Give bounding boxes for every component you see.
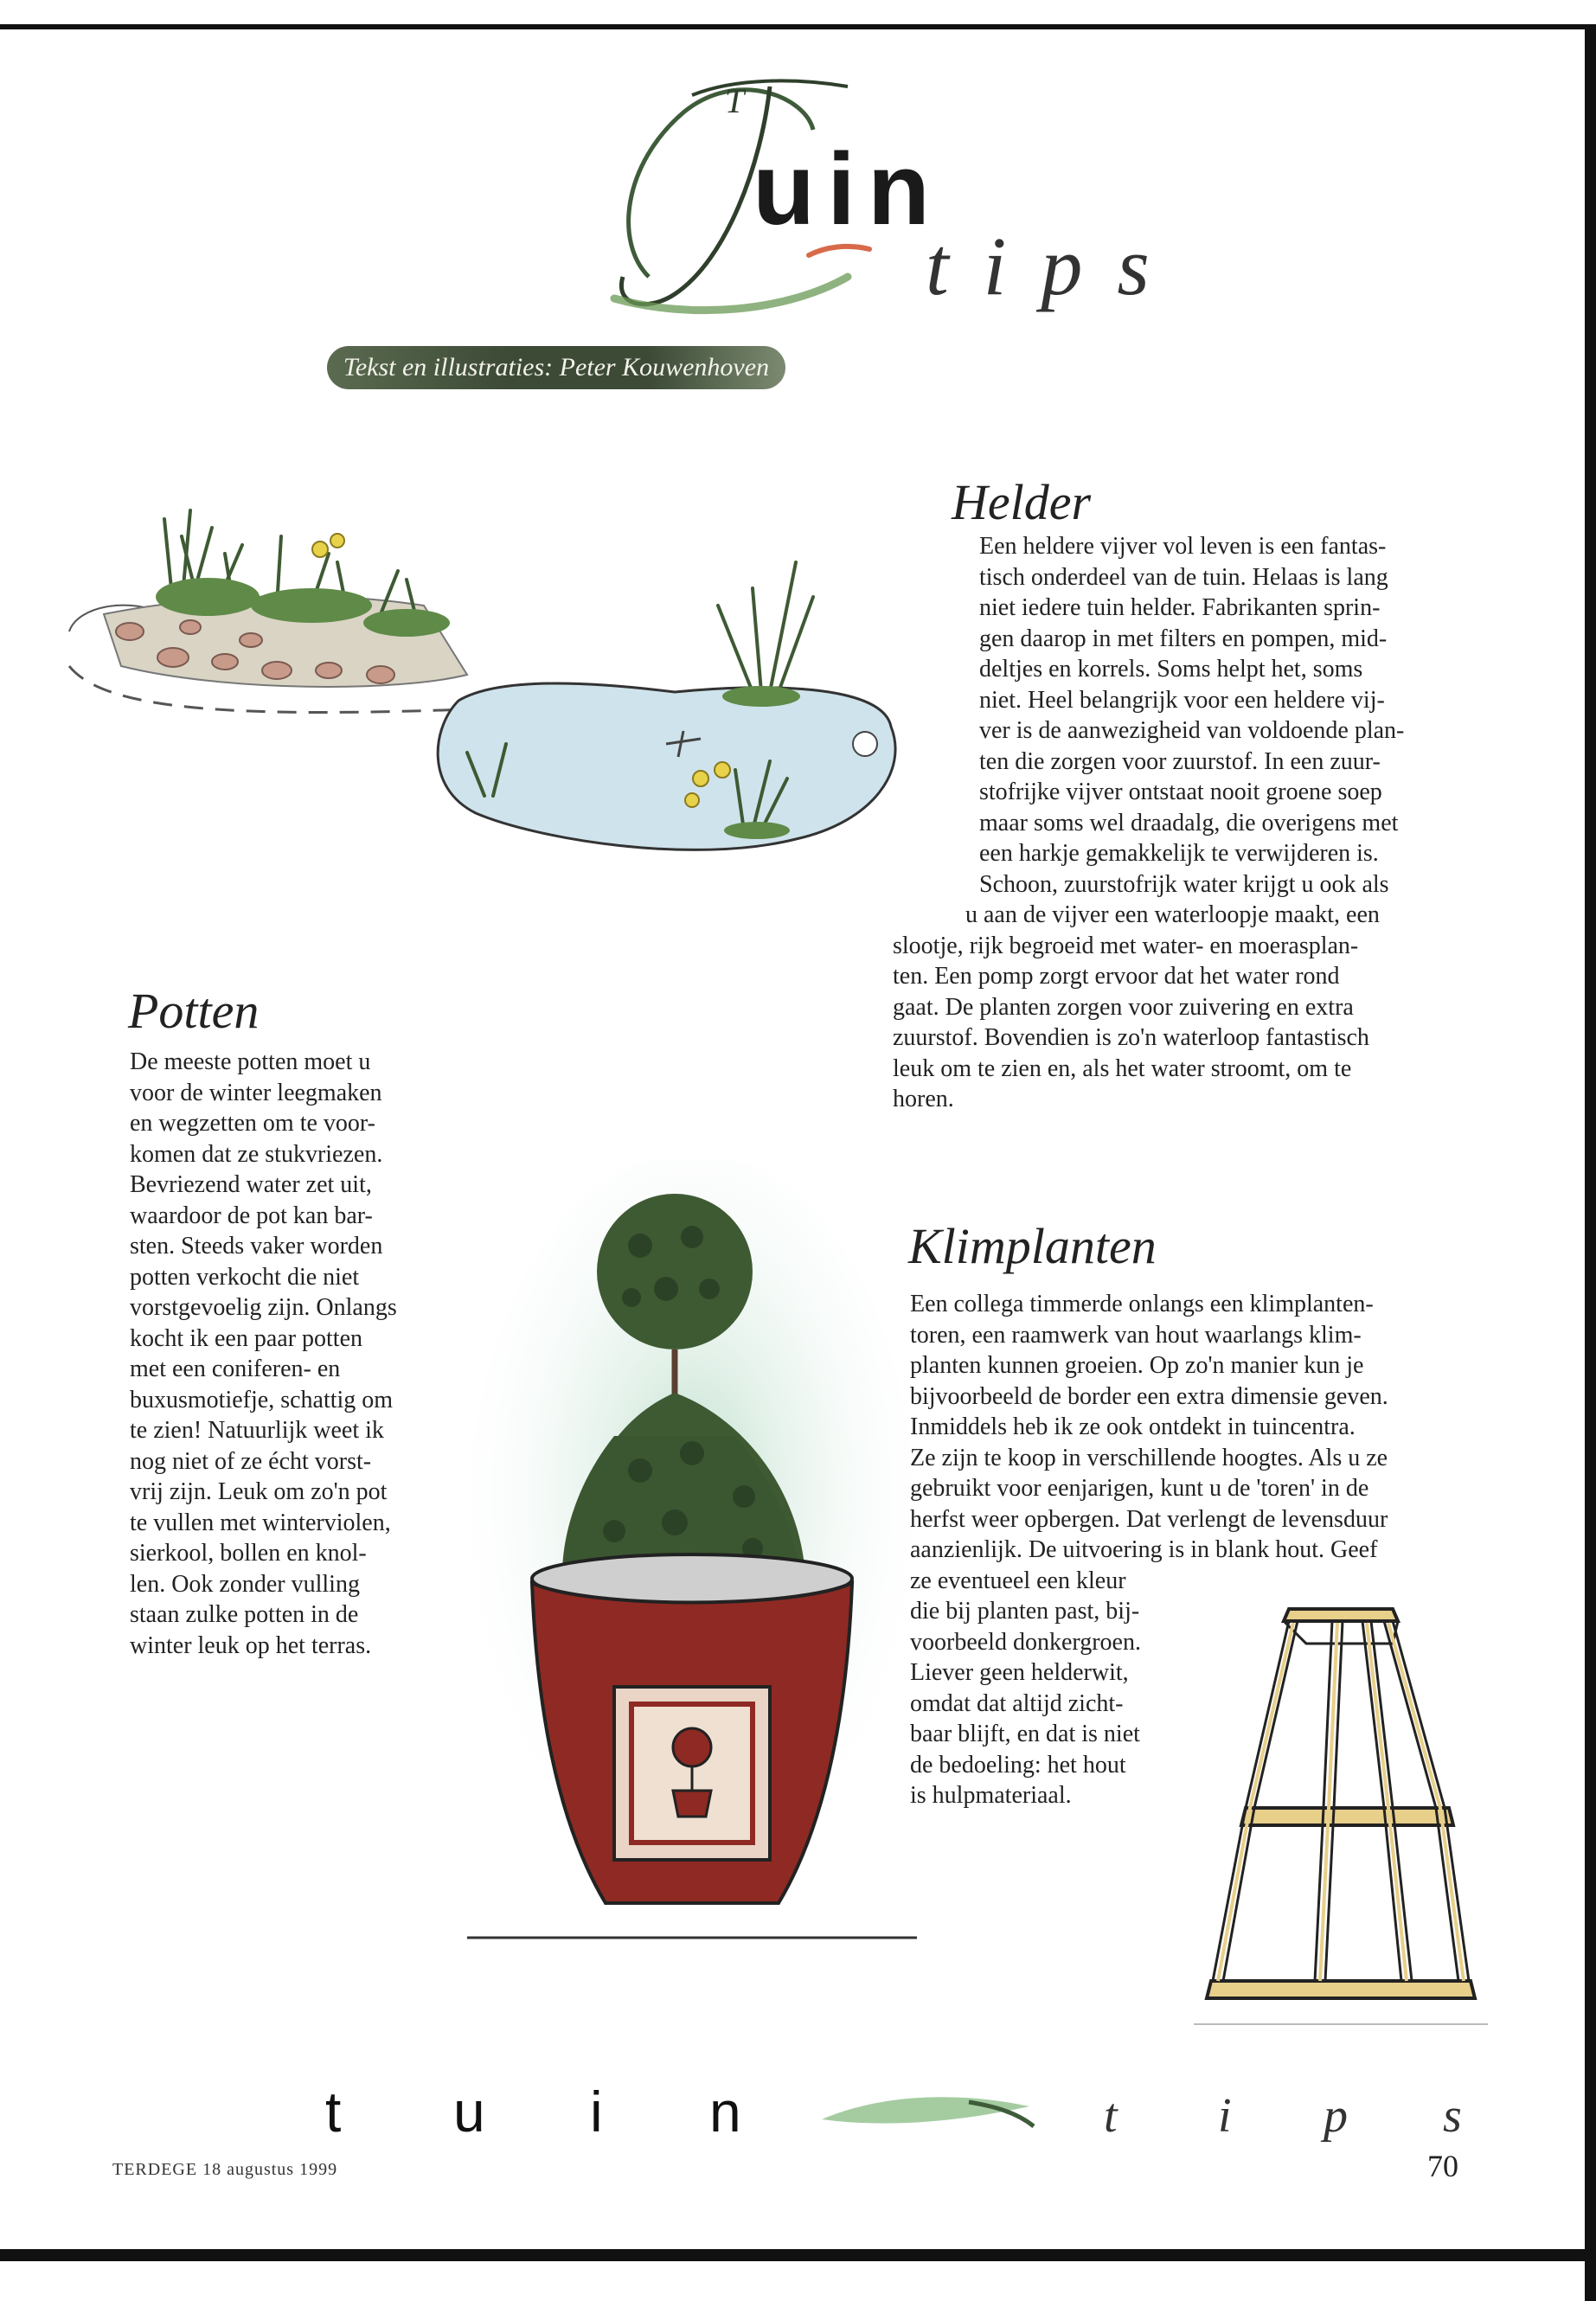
- text-line: komen dat ze stukvriezen.: [130, 1140, 383, 1168]
- text-line: met een coniferen- en: [130, 1356, 341, 1382]
- text-line: voorbeeld donkergroen.: [910, 1628, 1141, 1656]
- text-line: zuurstof. Bovendien is zo'n waterloop fantastisch: [893, 1024, 1369, 1051]
- text-line: Een collega timmerde onlangs een klimplanten-: [910, 1291, 1374, 1317]
- text-line: niet. Heel belangrijk voor een heldere vij-: [979, 686, 1385, 714]
- text-line: te zien! Natuurlijk weet ik: [130, 1417, 384, 1444]
- text-line: voor de winter leegmaken: [130, 1079, 382, 1106]
- text-line: maar soms wel draadalg, die overigens met: [979, 809, 1399, 836]
- section-title-helder: Helder: [952, 474, 1092, 530]
- text-line: len. Ook zonder vulling: [130, 1570, 360, 1598]
- topiary-pot-illustration: [467, 1159, 917, 2024]
- text-line: Een heldere vijver vol leven is een fantas-: [979, 533, 1387, 560]
- page-border-top: [0, 24, 1596, 29]
- text-line: gaat. De planten zorgen voor zuivering en extra: [893, 993, 1354, 1021]
- text-line: is hulpmateriaal.: [910, 1782, 1072, 1809]
- section-title-potten: Potten: [128, 983, 260, 1039]
- text-line: te vullen met winterviolen,: [130, 1509, 391, 1536]
- text-line: tisch onderdeel van de tuin. Helaas is lang: [979, 563, 1388, 591]
- pond-illustration: [52, 484, 917, 900]
- text-line: Schoon, zuurstofrijk water krijgt u ook als: [979, 870, 1389, 898]
- author-credit: Tekst en illustraties: Peter Kouwenhoven: [327, 346, 785, 389]
- text-line: nog niet of ze écht vorst-: [130, 1447, 372, 1475]
- footer-letter-p-italic: p: [1324, 2089, 1348, 2143]
- text-line: sierkool, bollen en knol-: [130, 1540, 367, 1567]
- potten-body: [130, 1047, 441, 1661]
- footer-letter-u: u: [453, 2080, 485, 2144]
- page-number: 70: [1427, 2149, 1458, 2183]
- text-line: ze eventueel een kleur: [910, 1567, 1126, 1594]
- text-line: die bij planten past, bij-: [910, 1598, 1140, 1625]
- text-line: winter leuk op het terras.: [130, 1631, 372, 1659]
- text-line: niet iedere tuin helder. Fabrikanten sprin-: [979, 594, 1381, 621]
- logo-word-tips: tips: [926, 220, 1184, 312]
- text-line: staan zulke potten in de: [130, 1601, 359, 1628]
- text-line: horen.: [893, 1086, 954, 1112]
- text-line: kocht ik een paar potten: [130, 1324, 363, 1352]
- page-border-right: [1585, 24, 1596, 2301]
- footer-letter-i: i: [590, 2080, 603, 2144]
- text-line: aanzienlijk. De uitvoering is in blank hout. Geef: [910, 1536, 1378, 1563]
- text-line: een harkje gemakkelijk te verwijderen is.: [979, 840, 1379, 867]
- plant-tower-illustration: [1194, 1592, 1488, 2041]
- logo-initial: T: [725, 81, 745, 120]
- text-line: De meeste potten moet u: [130, 1048, 371, 1075]
- text-line: de bedoeling: het hout: [910, 1751, 1126, 1779]
- tuin-tips-logo: [588, 61, 1194, 346]
- text-line: buxusmotiefje, schattig om: [130, 1386, 394, 1413]
- footer-letter-t: t: [325, 2080, 342, 2144]
- footer-letter-n: n: [709, 2080, 741, 2144]
- text-line: deltjes en korrels. Soms helpt het, soms: [979, 656, 1363, 683]
- text-line: leuk om te zien en, als het water stroomt, om te: [893, 1054, 1352, 1082]
- text-line: Bevriezend water zet uit,: [130, 1171, 372, 1198]
- text-line: bijvoorbeeld de border een extra dimensie geven.: [910, 1382, 1388, 1410]
- text-line: ver is de aanwezigheid van voldoende plan-: [979, 717, 1405, 744]
- logo-word-uin: uin: [753, 132, 942, 247]
- text-line: Inmiddels heb ik ze ook ontdekt in tuincentra.: [910, 1413, 1356, 1440]
- text-line: ten die zorgen voor zuurstof. In een zuur-: [979, 747, 1381, 775]
- publication-info: TERDEGE 18 augustus 1999: [112, 2160, 338, 2179]
- text-line: ten. Een pomp zorgt ervoor dat het water rond: [893, 963, 1340, 990]
- footer-letter-i-italic: i: [1218, 2089, 1232, 2143]
- text-line: slootje, rijk begroeid met water- en moerasplan-: [893, 932, 1359, 959]
- text-line: baar blijft, en dat is niet: [910, 1721, 1140, 1747]
- text-line: u aan de vijver een waterloopje maakt, een: [965, 901, 1380, 928]
- text-line: herfst weer opbergen. Dat verlengt de levensduur: [910, 1505, 1388, 1533]
- text-line: potten verkocht die niet: [130, 1263, 360, 1291]
- footer-brush-stroke: [0, 2076, 1596, 2154]
- text-line: toren, een raamwerk van hout waarlangs klim-: [910, 1321, 1362, 1349]
- text-line: planten kunnen groeien. Op zo'n manier kun je: [910, 1352, 1364, 1379]
- text-line: stofrijke vijver ontstaat nooit groene soep: [979, 779, 1382, 805]
- text-line: waardoor de pot kan bar-: [130, 1202, 373, 1229]
- text-line: Liever geen helderwit,: [910, 1659, 1129, 1686]
- text-line: gebruikt voor eenjarigen, kunt u de 'toren' in de: [910, 1475, 1369, 1502]
- text-line: Ze zijn te koop in verschillende hoogtes. Als u ze: [910, 1444, 1388, 1471]
- text-line: omdat dat altijd zicht-: [910, 1689, 1124, 1717]
- page-border-bottom: [0, 2249, 1596, 2261]
- helder-body: [893, 531, 1481, 1115]
- text-line: en wegzetten om te voor-: [130, 1110, 375, 1137]
- text-line: vorstgevoelig zijn. Onlangs: [130, 1294, 397, 1321]
- text-line: sten. Steeds vaker worden: [130, 1233, 383, 1259]
- footer-letter-s-italic: s: [1443, 2089, 1462, 2143]
- section-title-klimplanten: Klimplanten: [908, 1218, 1157, 1274]
- text-line: vrij zijn. Leuk om zo'n pot: [130, 1478, 388, 1505]
- text-line: gen daarop in met filters en pompen, mid-: [979, 625, 1388, 652]
- footer-letter-t-italic: t: [1104, 2089, 1118, 2143]
